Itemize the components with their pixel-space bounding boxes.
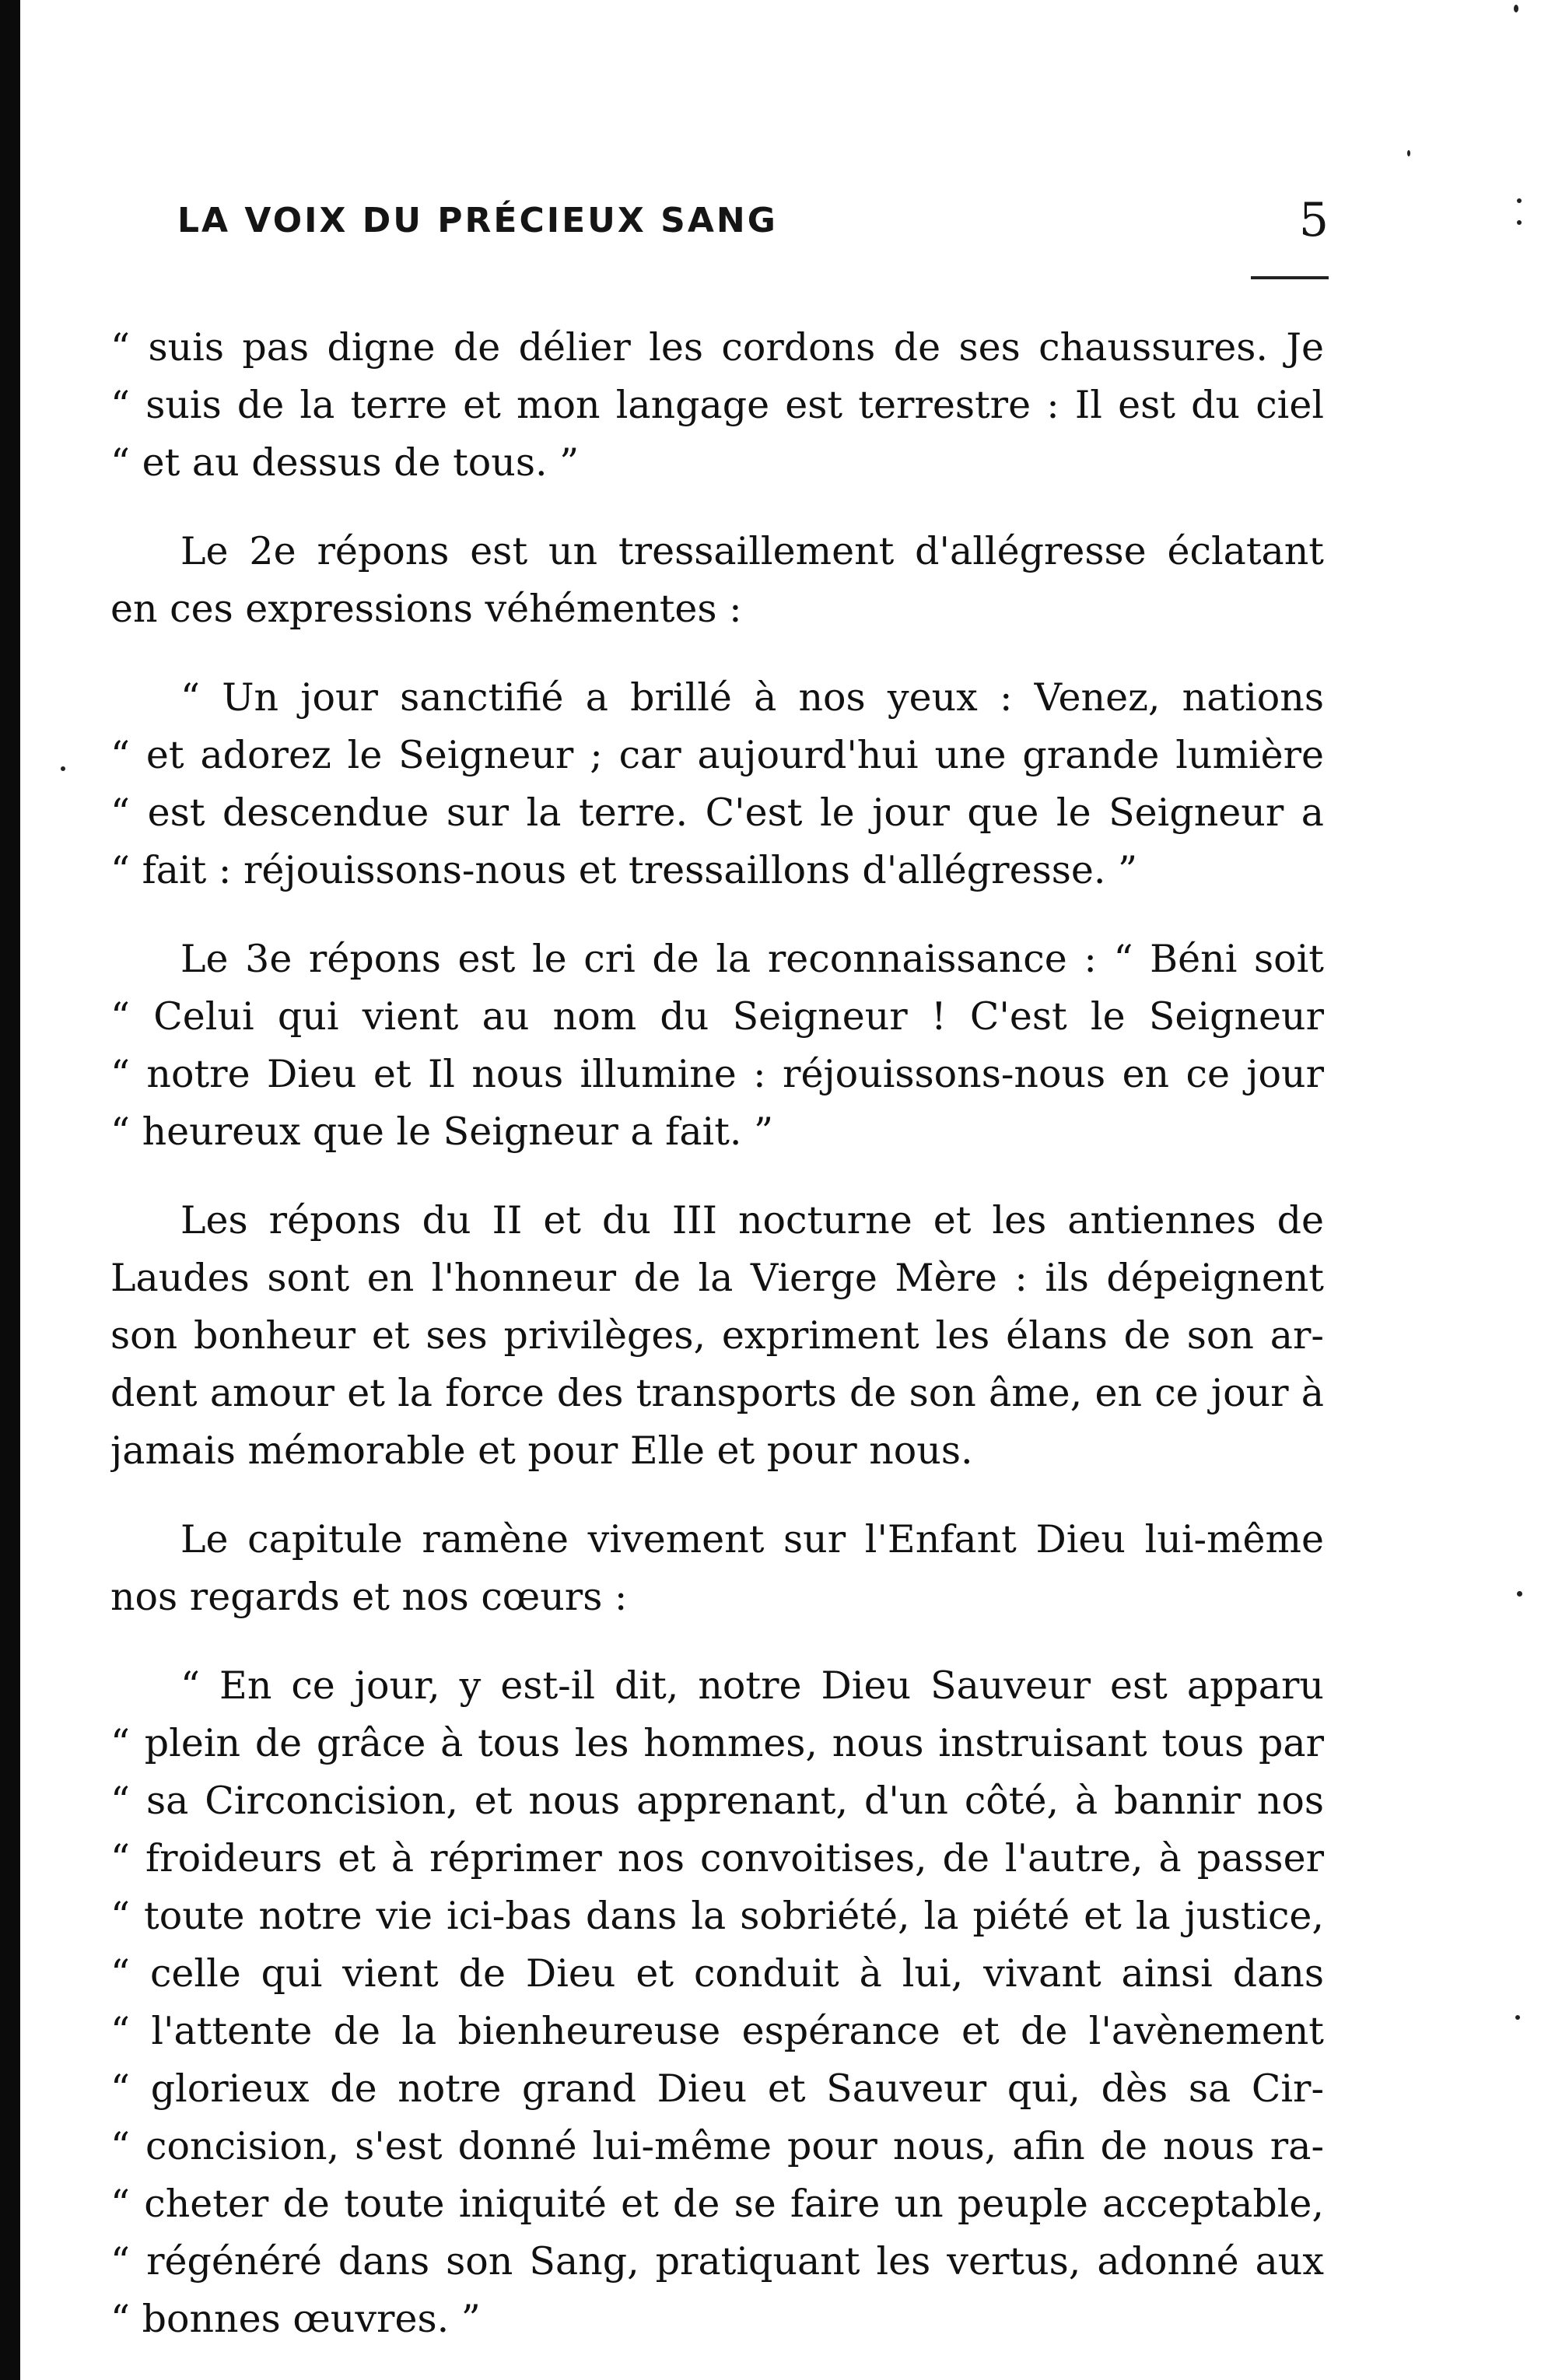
text-line: en ces expressions véhémentes : [110, 587, 742, 631]
text-line: “ suis de la terre et mon langage est terrestre : Il est du ciel [110, 383, 1324, 427]
text-line: “ Un jour sanctifié a brillé à nos yeux : Venez, nations [180, 675, 1324, 720]
text-line: “ régénéré dans son Sang, pratiquant les vertus, adonné aux [110, 2239, 1324, 2284]
text-line: “ Celui qui vient au nom du Seigneur ! C'est le Seigneur [110, 994, 1324, 1039]
text-line: “ est descendue sur la terre. C'est le jour que le Seigneur a [110, 790, 1324, 835]
text-line: “ suis pas digne de délier les cordons de ses chaussures. Je [110, 325, 1324, 370]
page-edge-shadow [0, 0, 20, 2380]
scan-speck [1407, 150, 1410, 156]
text-line: nos regards et nos cœurs : [110, 1575, 628, 1619]
paragraph [110, 669, 1324, 899]
scan-speck [1517, 198, 1522, 203]
text-line: Le 3e répons est le cri de la reconnaissance : “ Béni soit [180, 937, 1324, 981]
text-line: “ toute notre vie ici-bas dans la sobriété, la piété et la justice, [110, 1894, 1324, 1938]
text-line: “ concision, s'est donné lui-même pour nous, afin de nous ra- [110, 2124, 1324, 2168]
text-line: jamais mémorable et pour Elle et pour nous. [110, 1428, 973, 1473]
text-line: “ l'attente de la bienheureuse espérance et de l'avènement [110, 2009, 1324, 2053]
text-line: Le capitule ramène vivement sur l'Enfant Dieu lui-même [180, 1517, 1324, 1562]
text-line: “ bonnes œuvres. ” [110, 2297, 481, 2341]
scan-speck [1515, 2015, 1520, 2020]
text-line: dent amour et la force des transports de son âme, en ce jour à [110, 1371, 1324, 1415]
paragraph [110, 931, 1324, 1161]
text-line: “ heureux que le Seigneur a fait. ” [110, 1109, 774, 1154]
text-line: “ et adorez le Seigneur ; car aujourd'hui une grande lumière [110, 733, 1324, 777]
text-line: son bonheur et ses privilèges, expriment les élans de son ar- [110, 1313, 1324, 1358]
text-line: “ glorieux de notre grand Dieu et Sauveur qui, dès sa Cir- [110, 2066, 1324, 2111]
text-line: Le 2e répons est un tressaillement d'allégresse éclatant [180, 529, 1324, 573]
text-line: “ et au dessus de tous. ” [110, 440, 580, 485]
text-line: “ En ce jour, y est-il dit, notre Dieu Sauveur est apparu [180, 1663, 1324, 1708]
paragraph [110, 1192, 1324, 1480]
paragraph [110, 319, 1324, 492]
scan-speck [1517, 1591, 1522, 1597]
text-line: “ froideurs et à réprimer nos convoitises, de l'autre, à passer [110, 1836, 1324, 1881]
scan-speck [1517, 220, 1522, 225]
paragraph [110, 1657, 1324, 2348]
paragraph [110, 523, 1324, 638]
scan-speck [61, 766, 65, 771]
paragraph [110, 1511, 1324, 1626]
running-head: LA VOIX DU PRÉCIEUX SANG [177, 201, 778, 240]
text-line: “ cheter de toute iniquité et de se faire un peuple acceptable, [110, 2182, 1324, 2226]
header-rule [1251, 276, 1329, 279]
text-line: “ fait : réjouissons-nous et tressaillons d'allégresse. ” [110, 848, 1138, 892]
text-line: “ plein de grâce à tous les hommes, nous instruisant tous par [110, 1721, 1324, 1765]
page-body [110, 319, 1324, 2379]
page-header [177, 193, 1329, 263]
text-line: “ celle qui vient de Dieu et conduit à lui, vivant ainsi dans [110, 1951, 1324, 1996]
text-line: “ sa Circoncision, et nous apprenant, d'un côté, à bannir nos [110, 1779, 1324, 1823]
scan-speck [1514, 5, 1518, 12]
page-number: 5 [1298, 193, 1329, 247]
text-line: Les répons du II et du III nocturne et les antiennes de [180, 1198, 1324, 1243]
text-line: “ notre Dieu et Il nous illumine : réjouissons-nous en ce jour [110, 1052, 1324, 1096]
text-line: Laudes sont en l'honneur de la Vierge Mère : ils dépeignent [110, 1256, 1324, 1300]
